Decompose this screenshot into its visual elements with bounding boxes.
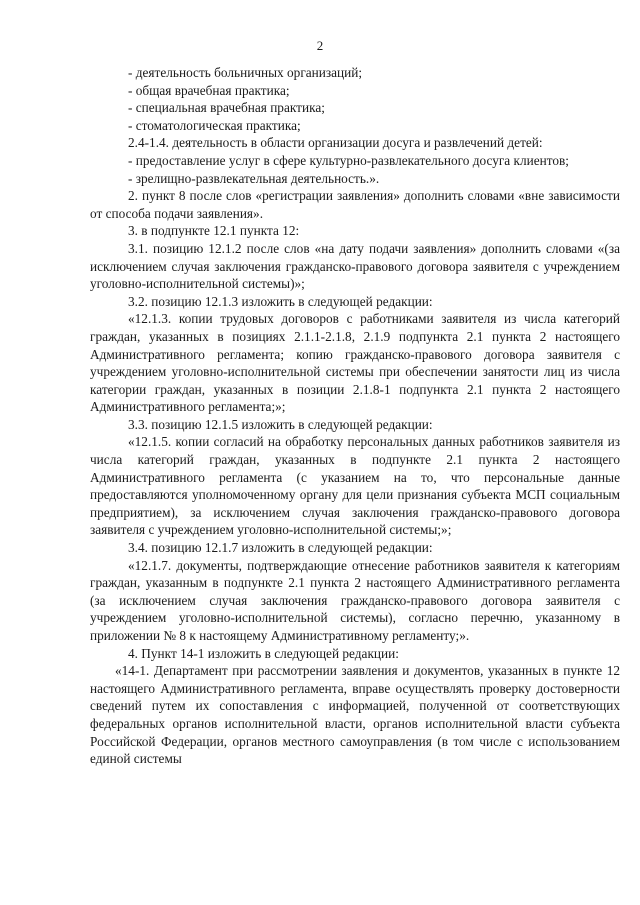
paragraph: - предоставление услуг в сфере культурно-развлекательного досуга клиентов; <box>128 152 570 168</box>
paragraph: 3.4. позицию 12.1.7 изложить в следующей редакции: <box>128 540 433 556</box>
paragraph: - специальная врачебная практика; <box>128 100 325 116</box>
paragraph: - зрелищно-развлекательная деятельность.». <box>128 170 380 186</box>
paragraph: - общая врачебная практика; <box>128 82 290 98</box>
paragraph: 4. Пункт 14-1 изложить в следующей редакции: <box>128 645 399 661</box>
paragraph: 3.1. позицию 12.1.2 после слов «на дату подачи заявления» дополнить словами «(за исключением случая заключения гражданско-правового договора заявителя с учреждением уголовно-исполнительной системы)»; <box>90 240 620 292</box>
paragraph: 2.4-1.4. деятельность в области организации досуга и развлечений детей: <box>128 135 543 151</box>
paragraph: «12.1.7. документы, подтверждающие отнесение работников заявителя к категориям граждан, указанным в подпункте 2.1 пункта 2 настоящего Административного регламента (за исключением случая заключения гражданско-правового договора заявителя с учреждением уголовно-исполнительной системы), согласно перечню, указанному в приложении № 8 к настоящему Административному регламенту;». <box>90 557 620 643</box>
paragraph: - деятельность больничных организаций; <box>128 65 363 80</box>
document-body <box>90 64 620 768</box>
paragraph: «14-1. Департамент при рассмотрении заявления и документов, указанных в пункте 12 настоящего Административного регламента, вправе осуществлять проверку достоверности сведений путем их сопоставления с информацией, полученной от соответствующих федеральных органов исполнительной власти, органов исполнительной власти субъекта Российской Федерации, органов местного самоуправления (в том числе с использованием единой системы <box>90 663 620 767</box>
paragraph: «12.1.5. копии согласий на обработку персональных данных работников заявителя из числа категорий граждан, указанных в подпункте 2.1 пункта 2 настоящего Административного регламента (с указанием на то, что персональные данные предоставляются уполномоченному органу для цели признания субъекта МСП социальным предприятием), за исключением случая заключения гражданско-правового договора заявителя с учреждением уголовно-исполнительной системы;»; <box>90 434 620 538</box>
paragraph: «12.1.3. копии трудовых договоров с работниками заявителя из числа категорий граждан, указанных в позициях 2.1.1-2.1.8, 2.1.9 подпункта 2.1 пункта 2 настоящего Административного регламента; копию гражданско-правового договора заявителя с учреждением уголовно-исполнительной системы при обеспечении занятости лиц из числа категории граждан, указанных в позиции 2.1.8-1 подпункта 2.1 пункта 2 настоящего Административного регламента;»; <box>90 311 620 415</box>
paragraph: 3.2. позицию 12.1.3 изложить в следующей редакции: <box>128 293 433 309</box>
paragraph: 2. пункт 8 после слов «регистрации заявления» дополнить словами «вне зависимости от способа подачи заявления». <box>90 188 620 221</box>
paragraph: - стоматологическая практика; <box>128 117 301 133</box>
paragraph: 3. в подпункте 12.1 пункта 12: <box>128 223 300 239</box>
paragraph: 3.3. позицию 12.1.5 изложить в следующей редакции: <box>128 416 433 432</box>
page-number: 2 <box>316 38 324 53</box>
